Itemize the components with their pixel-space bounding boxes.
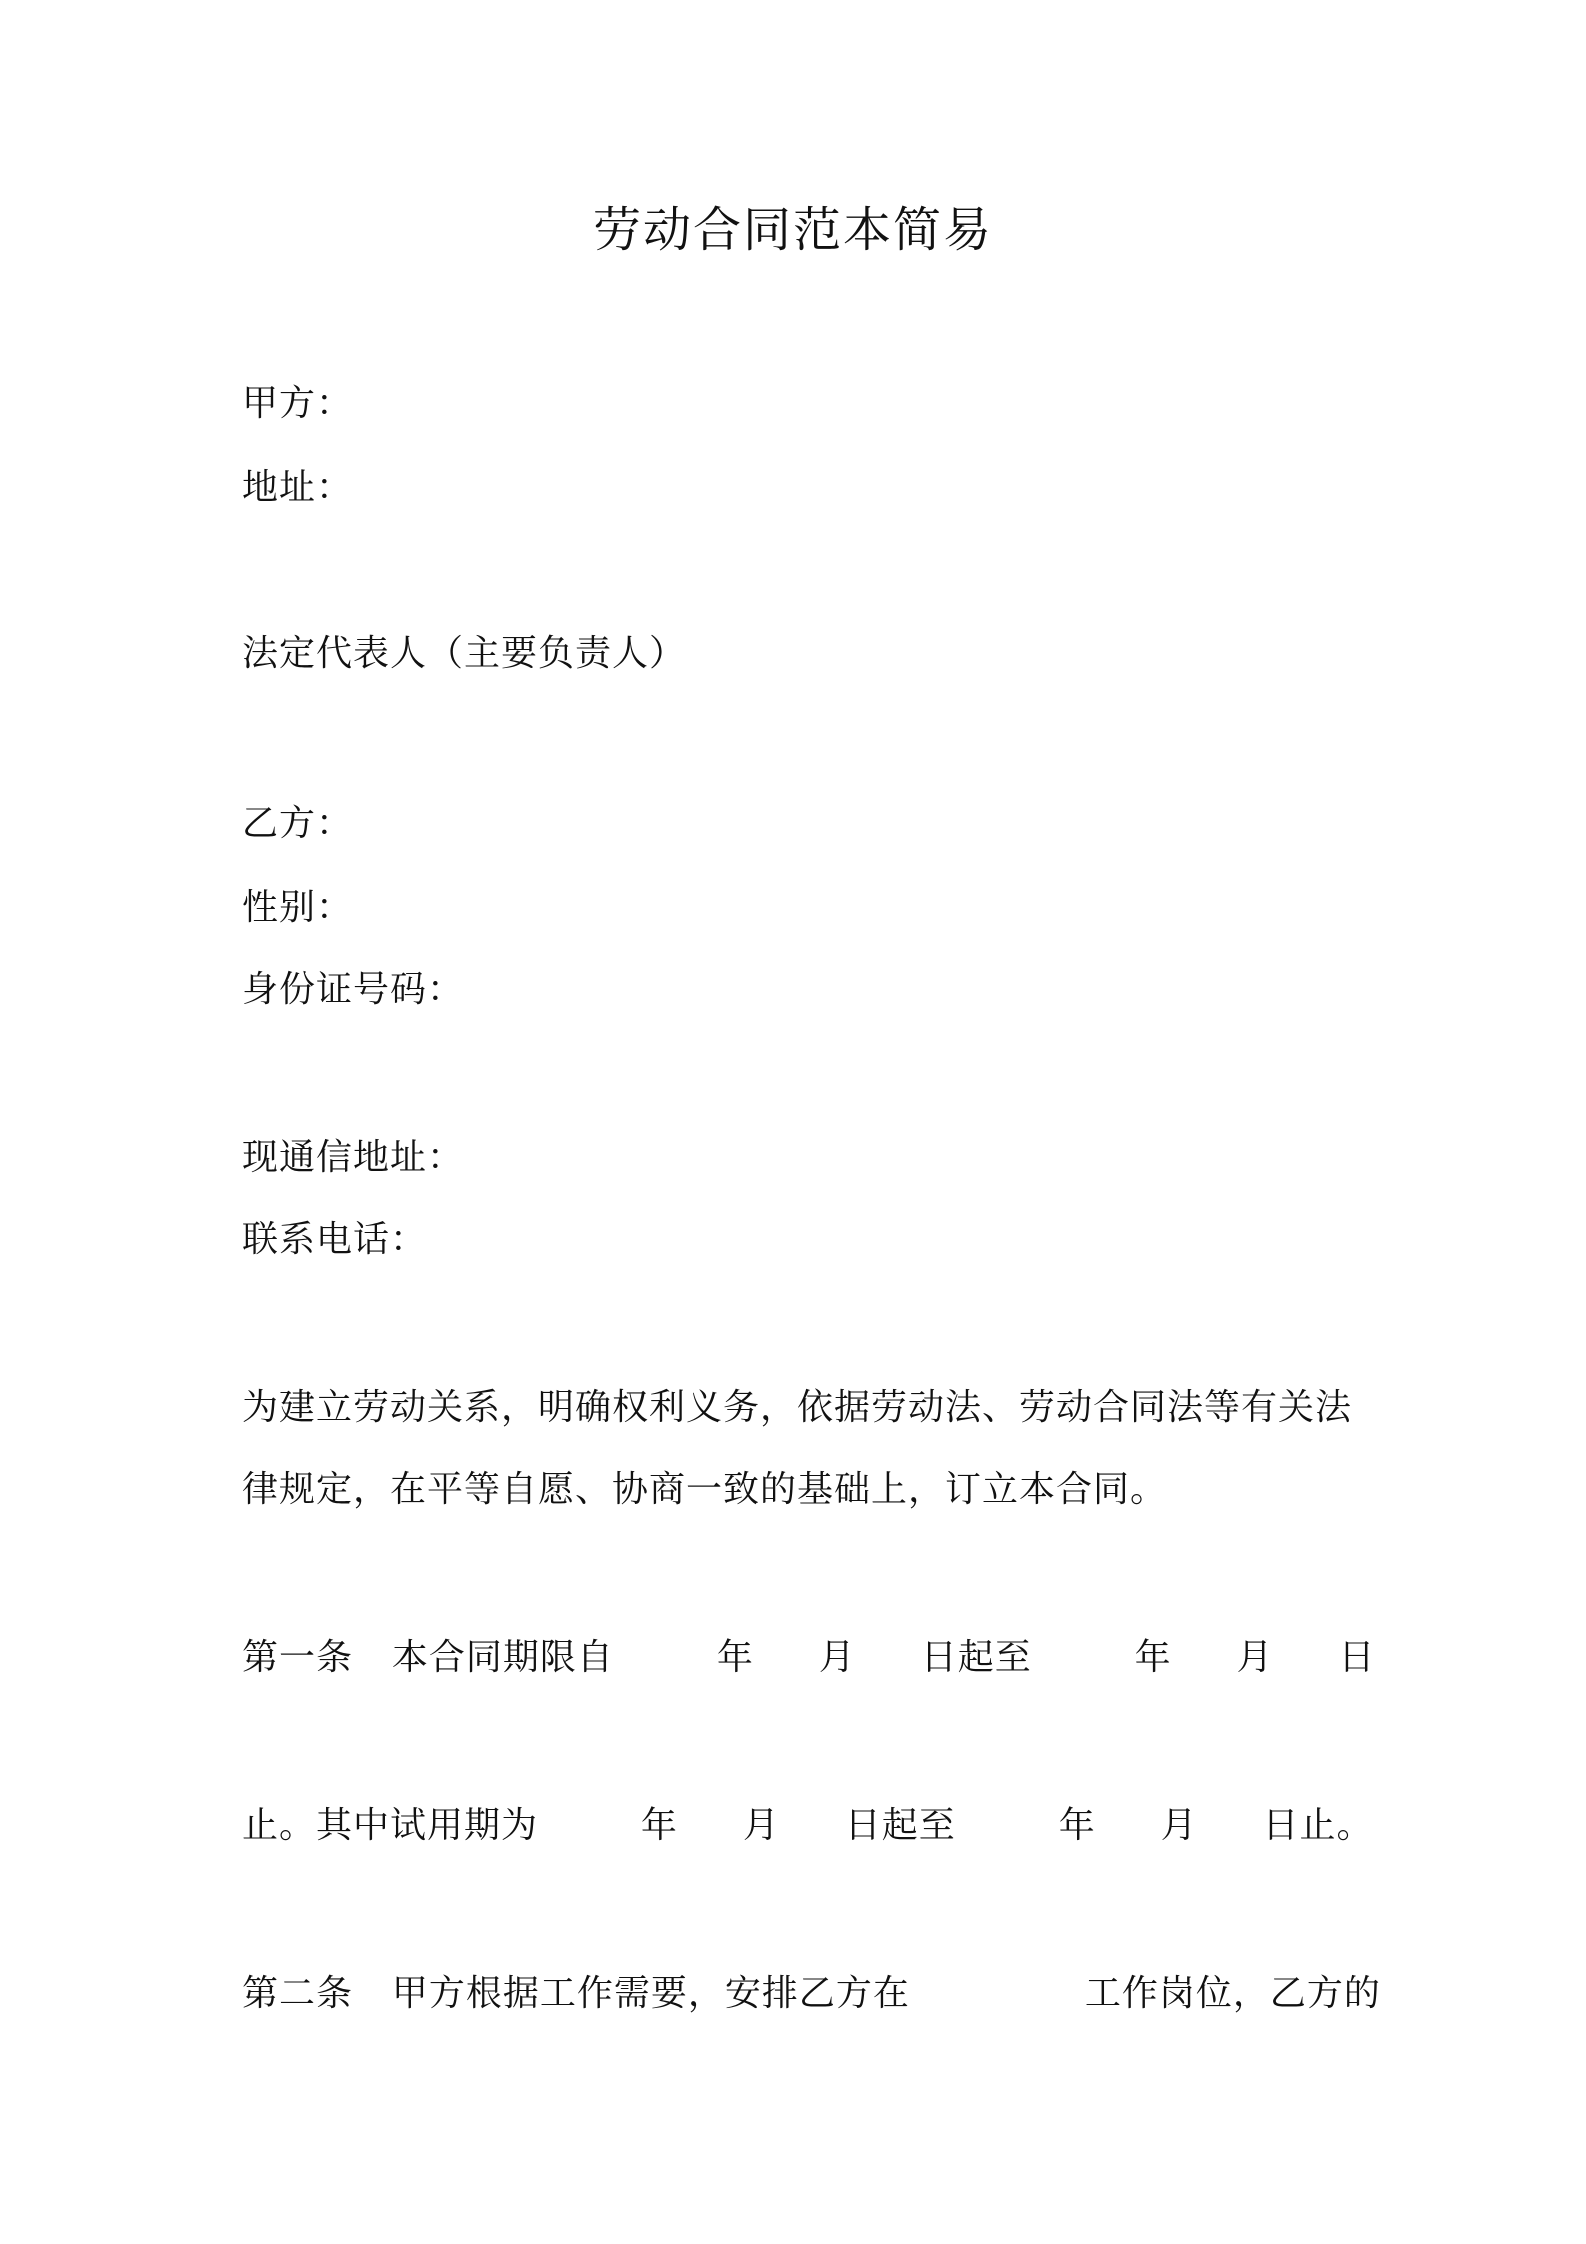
preamble-line-1: 为建立劳动关系，明确权利义务，依据劳动法、劳动合同法等有关法 — [242, 1387, 1353, 1428]
party-a-label: 甲方： — [242, 383, 354, 424]
document-title: 劳动合同范本简易 — [592, 202, 993, 258]
article-1-month-1: 月 — [818, 1637, 856, 1678]
article-2-text-end: 工作岗位，乙方的 — [1084, 1973, 1381, 2014]
article-1-day-end: 日止。 — [1262, 1805, 1374, 1846]
phone-label: 联系电话： — [242, 1219, 428, 1260]
article-2-line-1 — [242, 1970, 1381, 2018]
article-2-heading: 第二条 — [242, 1973, 354, 2014]
article-1-month-2: 月 — [1236, 1637, 1274, 1678]
article-1-year-4: 年 — [1058, 1805, 1096, 1846]
article-1-year-3: 年 — [640, 1805, 678, 1846]
gender-label: 性别： — [242, 887, 354, 928]
article-1-line-1 — [242, 1634, 1375, 1682]
id-number-label: 身份证号码： — [242, 969, 465, 1010]
legal-representative-label: 法定代表人（主要负责人） — [242, 633, 687, 674]
current-address-label: 现通信地址： — [242, 1137, 465, 1178]
article-1-year-2: 年 — [1134, 1637, 1172, 1678]
article-2-text-start: 甲方根据工作需要，安排乙方在 — [391, 1973, 910, 2014]
address-label: 地址： — [242, 467, 354, 508]
preamble-line-2: 律规定，在平等自愿、协商一致的基础上，订立本合同。 — [242, 1469, 1168, 1510]
article-1-month-4: 月 — [1160, 1805, 1198, 1846]
article-1-line-2-start: 止。其中试用期为 — [242, 1805, 539, 1846]
article-1-year-1: 年 — [716, 1637, 754, 1678]
article-1-month-3: 月 — [742, 1805, 780, 1846]
article-1-day-from-2: 日起至 — [844, 1805, 956, 1846]
article-1-heading: 第一条 — [242, 1637, 354, 1678]
article-1-text-start: 本合同期限自 — [391, 1637, 614, 1678]
article-1-line-2 — [242, 1802, 1374, 1850]
article-1-day-from: 日起至 — [920, 1637, 1032, 1678]
party-b-label: 乙方： — [242, 803, 354, 844]
article-1-day-2: 日 — [1338, 1637, 1376, 1678]
